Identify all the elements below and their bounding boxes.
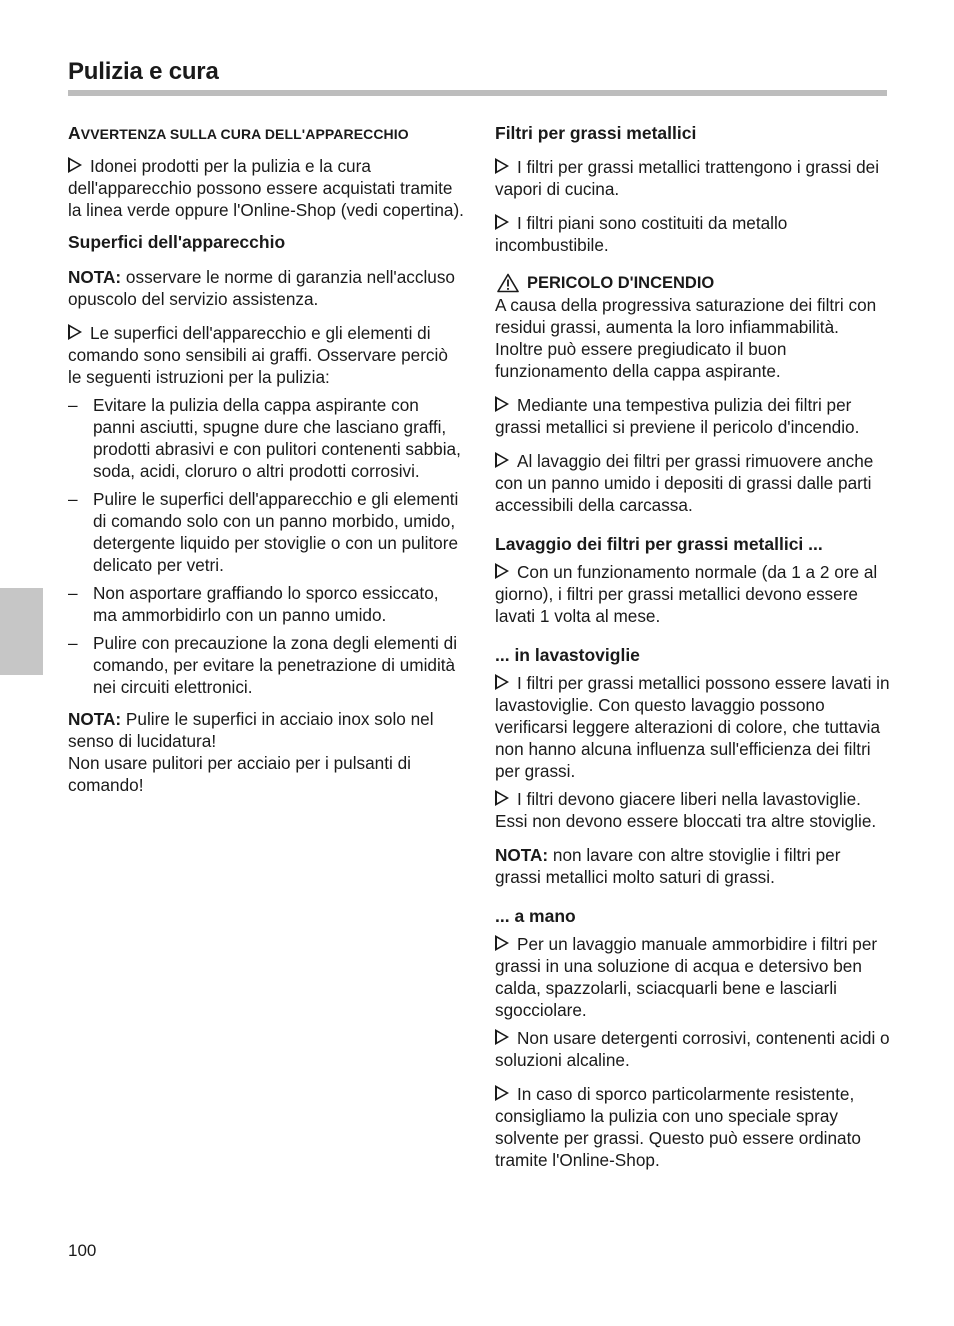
filters-paragraph-1: I filtri per grassi metallici trattengono i grassi dei vapori di cucina. — [495, 157, 880, 199]
wash-paragraph: Con un funzionamento normale (da 1 a 2 ore al giorno), i filtri per grassi metallici devono essere lavati 1 volta al mese. — [495, 562, 878, 626]
triangle-bullet-icon — [68, 324, 82, 340]
note-warranty: NOTA: osservare le norme di garanzia nell'accluso opuscolo del servizio assistenza. — [68, 267, 455, 309]
list-item: – Pulire le superfici dell'apparecchio e gli elementi di comando solo con un panno morbido, umido, detergente liquido per stoviglie o con un pulitore delicato per vetri. — [68, 489, 459, 575]
list-item: – Evitare la pulizia della cappa aspirante con panni asciutti, spugne dure che lasciano graffi, prodotti abrasivi e con pulitori contenenti sabbia, soda, acidi, cloruro o altri prodotti corrosivi. — [68, 395, 461, 481]
surfaces-heading: Superfici dell'apparecchio — [68, 232, 286, 252]
warning-triangle-icon — [497, 273, 519, 293]
title-rule — [68, 90, 887, 96]
note-stainless: NOTA: Pulire le superfici in acciaio inox solo nel senso di lucidatura! — [68, 709, 434, 751]
triangle-bullet-icon — [68, 157, 82, 173]
triangle-bullet-icon — [495, 790, 509, 806]
sensitive-paragraph: Le superfici dell'apparecchio e gli elementi di comando sono sensibili ai graffi. Osservare perciò le seguenti istruzioni per la pulizia: — [68, 323, 448, 387]
side-tab-marker — [0, 588, 43, 675]
intro-paragraph: Idonei prodotti per la pulizia e la cura dell'apparecchio possono essere acquistati tramite la linea verde oppure l'Online-Shop (vedi copertina). — [68, 156, 464, 220]
fire-paragraph-1: Mediante una tempestiva pulizia dei filtri per grassi metallici si previene il pericolo d'incendio. — [495, 395, 860, 437]
wash-heading: Lavaggio dei filtri per grassi metallici ... — [495, 534, 823, 554]
triangle-bullet-icon — [495, 452, 509, 468]
fire-danger-heading: PERICOLO D'INCENDIO — [495, 272, 891, 294]
hand-paragraph-2: Non usare detergenti corrosivi, contenenti acidi o soluzioni alcaline. — [495, 1028, 890, 1070]
triangle-bullet-icon — [495, 563, 509, 579]
list-item: – Pulire con precauzione la zona degli elementi di comando, per evitare la penetrazione di umidità nei circuiti elettronici. — [68, 633, 458, 697]
triangle-bullet-icon — [495, 1029, 509, 1045]
triangle-bullet-icon — [495, 1085, 509, 1101]
dishwasher-heading: ... in lavastoviglie — [495, 645, 640, 665]
dishwasher-paragraph-2: I filtri devono giacere liberi nella lavastoviglie. Essi non devono essere bloccati tra altre stoviglie. — [495, 789, 877, 831]
filters-paragraph-2: I filtri piani sono costituiti da metallo incombustibile. — [495, 213, 788, 255]
fire-paragraph-2: Al lavaggio dei filtri per grassi rimuovere anche con un panno umido i depositi di grassi dalle parti accessibili della carcassa. — [495, 451, 874, 515]
cleaning-instructions-list — [68, 394, 464, 698]
filters-heading: Filtri per grassi metallici — [495, 123, 697, 143]
triangle-bullet-icon — [495, 396, 509, 412]
right-column — [495, 122, 891, 1171]
page-number: 100 — [68, 1241, 97, 1260]
hand-paragraph-3: In caso di sporco particolarmente resistente, consigliamo la pulizia con uno speciale spray solvente per grassi. Questo può essere ordinato tramite l'Online-Shop. — [495, 1084, 861, 1170]
triangle-bullet-icon — [495, 674, 509, 690]
hand-wash-heading: ... a mano — [495, 906, 576, 926]
list-item: – Non asportare graffiando lo sporco essiccato, ma ammorbidirlo con un panno umido. — [68, 583, 439, 625]
page-title: Pulizia e cura — [68, 58, 219, 85]
section-title-care-warning: AVVERTENZA SULLA CURA DELL'APPARECCHIO — [68, 123, 409, 143]
triangle-bullet-icon — [495, 214, 509, 230]
left-column — [68, 122, 464, 796]
dishwasher-paragraph-1: I filtri per grassi metallici possono essere lavati in lavastoviglie. Con questo lavaggio possono verificarsi leggere alterazioni di colore, che tuttavia non hanno alcuna influenza sull'efficienza dei filtri per grassi. — [495, 673, 890, 781]
triangle-bullet-icon — [495, 158, 509, 174]
triangle-bullet-icon — [495, 935, 509, 951]
note-saturated-filters: NOTA: non lavare con altre stoviglie i filtri per grassi metallici molto saturi di grassi. — [495, 845, 841, 887]
fire-danger-text: A causa della progressiva saturazione dei filtri con residui grassi, aumenta la loro infiammabilità. Inoltre può essere pregiudicato il buon funzionamento della cappa aspirante. — [495, 295, 877, 381]
note-stainless-extra: Non usare pulitori per acciaio per i pulsanti di comando! — [68, 753, 411, 795]
hand-paragraph-1: Per un lavaggio manuale ammorbidire i filtri per grassi in una soluzione di acqua e detersivo ben calda, spazzolarli, sciacquarli bene e lasciarli sgocciolare. — [495, 934, 878, 1020]
